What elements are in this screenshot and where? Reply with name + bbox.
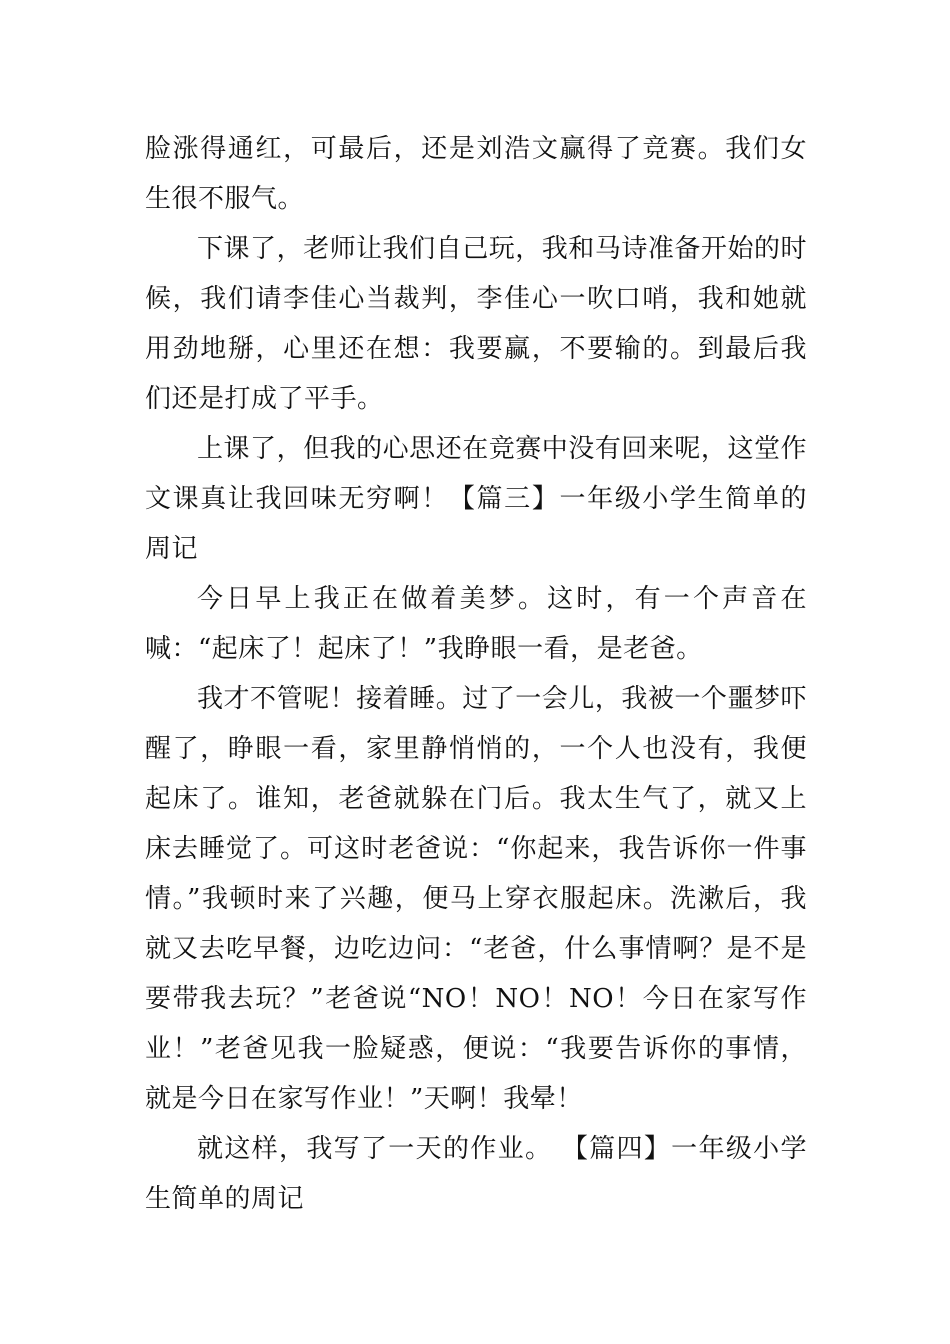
paragraph-6: 就这样，我写了一天的作业。 【篇四】一年级小学生简单的周记 [145,1134,807,1214]
paragraph-3: 上课了，但我的心思还在竞赛中没有回来呢，这堂作文课真让我回味无穷啊！【篇三】一年级小学生简单的周记 [145,434,807,564]
paragraph-1: 脸涨得通红，可最后，还是刘浩文赢得了竞赛。我们女生很不服气。 [145,134,807,214]
document-body [145,124,807,1224]
paragraph-2: 下课了，老师让我们自己玩，我和马诗准备开始的时候，我们请李佳心当裁判，李佳心一吹口哨，我和她就用劲地掰，心里还在想：我要赢，不要输的。到最后我们还是打成了平手。 [145,234,807,414]
paragraph-4: 今日早上我正在做着美梦。这时，有一个声音在喊：“起床了！起床了！”我睁眼一看，是老爸。 [145,584,807,664]
paragraph-5: 我才不管呢！接着睡。过了一会儿，我被一个噩梦吓醒了，睁眼一看，家里静悄悄的，一个人也没有，我便起床了。谁知，老爸就躲在门后。我太生气了，就又上床去睡觉了。可这时老爸说：“你起来，我告诉你一件事情。”我顿时来了兴趣，便马上穿衣服起床。洗漱后，我就又去吃早餐，边吃边问：“老爸，什么事情啊？是不是要带我去玩？”老爸说“NO！NO！NO！今日在家写作业！”老爸见我一脸疑惑，便说：“我要告诉你的事情，就是今日在家写作业！”天啊！我晕！ [145,684,807,1114]
